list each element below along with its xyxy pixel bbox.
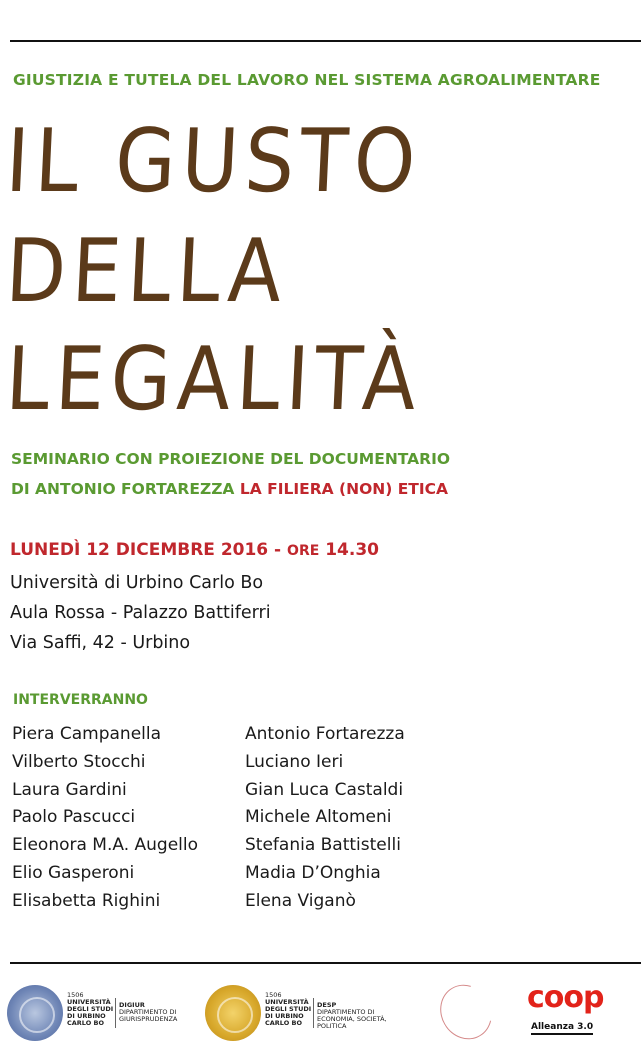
event-venue xyxy=(10,568,271,658)
speaker-name: Elena Viganò xyxy=(245,890,356,911)
seal-ring xyxy=(19,997,55,1033)
title-line-3: LEGALITÀ xyxy=(3,329,425,431)
department-label-1 xyxy=(119,1002,191,1023)
title-line-1: IL GUSTO xyxy=(3,111,424,213)
speaker-name: Stefania Battistelli xyxy=(245,835,401,856)
speaker-name: Madia D’Onghia xyxy=(245,862,381,883)
venue-line: Aula Rossa - Palazzo Battiferri xyxy=(10,603,271,623)
event-date-text: LUNEDÌ 12 DICEMBRE 2016 - xyxy=(10,540,282,560)
department-label-2 xyxy=(317,1002,412,1030)
university-label: UNIVERSITÀ DEGLI STUDI DI URBINO CARLO BO xyxy=(265,998,312,1027)
speaker-name: Luciano Ieri xyxy=(245,751,344,772)
documentary-title: LA FILIERA (NON) ETICA xyxy=(239,480,449,498)
department-name: DIPARTIMENTO DI ECONOMIA, SOCIETÀ, POLITICA xyxy=(317,1008,387,1030)
department-code: DESP xyxy=(317,1001,337,1009)
speaker-name: Antonio Fortarezza xyxy=(245,724,405,744)
speaker-name: Eleonora M.A. Augello xyxy=(12,835,199,856)
university-name-1 xyxy=(67,992,115,1027)
logo-divider xyxy=(313,998,314,1028)
department-code: DIGIUR xyxy=(119,1001,145,1009)
university-seal-icon xyxy=(205,985,261,1041)
speaker-name: Michele Altomeni xyxy=(245,807,392,828)
speaker-name: Vilberto Stocchi xyxy=(12,751,146,772)
speaker-name: Laura Gardini xyxy=(12,779,127,800)
seminar-author: DI ANTONIO FORTAREZZA xyxy=(11,480,235,498)
university-year: 1506 xyxy=(67,991,84,999)
event-subtitle: GIUSTIZIA E TUTELA DEL LAVORO NEL SISTEMA AGROALIMENTARE xyxy=(13,71,601,89)
event-time: 14.30 xyxy=(325,540,379,560)
speakers-right-column xyxy=(245,721,405,916)
venue-line: Via Saffi, 42 - Urbino xyxy=(10,633,191,653)
speaker-name: Elisabetta Righini xyxy=(12,890,161,911)
speakers-heading: INTERVERRANNO xyxy=(13,692,148,708)
top-rule xyxy=(10,40,641,42)
bottom-rule xyxy=(10,962,641,964)
logo-divider xyxy=(115,998,116,1028)
speakers-left-column xyxy=(12,721,198,916)
seal-ring xyxy=(217,997,253,1033)
speaker-name: Piera Campanella xyxy=(12,724,162,744)
university-seal-icon xyxy=(7,985,63,1041)
department-name: DIPARTIMENTO DI GIURISPRUDENZA xyxy=(119,1008,178,1023)
seminar-line-1: SEMINARIO CON PROIEZIONE DEL DOCUMENTARIO xyxy=(11,450,451,468)
event-date xyxy=(10,540,379,560)
speaker-name: Paolo Pascucci xyxy=(12,807,136,828)
university-name-2 xyxy=(265,992,313,1027)
venue-line: Università di Urbino Carlo Bo xyxy=(10,573,264,593)
coop-logo: coop xyxy=(527,980,604,1015)
alleanza-logo-label: Alleanza 3.0 xyxy=(531,1022,593,1035)
speaker-name: Gian Luca Castaldi xyxy=(245,779,404,800)
title-line-2: DELLA xyxy=(3,221,290,323)
event-ore-label: ORE xyxy=(287,543,320,559)
speaker-name: Elio Gasperoni xyxy=(12,862,135,883)
university-year: 1506 xyxy=(265,991,282,999)
seminar-line-2 xyxy=(11,474,450,504)
university-label: UNIVERSITÀ DEGLI STUDI DI URBINO CARLO BO xyxy=(67,998,114,1027)
circular-logo-icon xyxy=(430,975,501,1048)
seminar-description xyxy=(11,444,450,504)
